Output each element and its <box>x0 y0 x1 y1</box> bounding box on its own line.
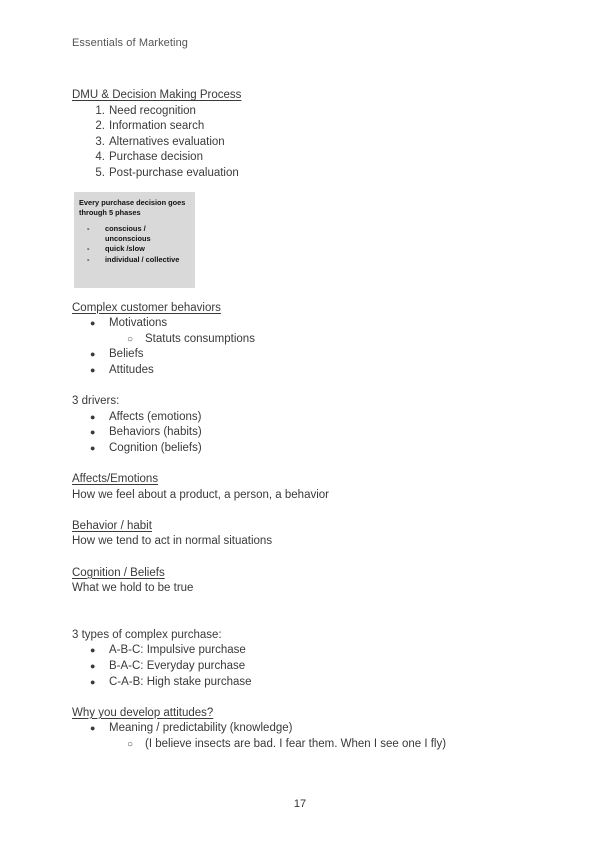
list-item <box>72 150 542 166</box>
list-item-text: (I believe insects are bad. I fear them. When I see one I fly) <box>145 738 447 750</box>
spacer <box>72 457 542 473</box>
bullet-icon: ● <box>90 318 96 329</box>
list-item-text: Motivations <box>109 317 168 330</box>
cognition-heading: Cognition / Beliefs <box>72 566 165 579</box>
callout-box <box>74 192 195 288</box>
circle-bullet-icon: ○ <box>127 333 134 345</box>
bullet-icon: ● <box>90 411 96 422</box>
list-item-text: Attitudes <box>109 363 154 376</box>
list-item-text: Post-purchase evaluation <box>109 166 239 179</box>
affects-text: How we feel about a product, a person, a behavior <box>72 488 329 501</box>
list-number: 1. <box>95 104 105 117</box>
attitudes-heading: Why you develop attitudes? <box>72 706 214 719</box>
cognition-text: What we hold to be true <box>72 582 194 595</box>
spacer <box>72 379 542 395</box>
list-item-text: Beliefs <box>109 348 144 361</box>
spacer <box>72 550 542 566</box>
list-item <box>72 347 542 363</box>
list-number: 4. <box>95 151 105 164</box>
list-item <box>72 659 542 675</box>
callout-item <box>79 255 190 265</box>
dash-bullet: - <box>87 254 90 264</box>
running-header: Essentials of Marketing <box>72 37 189 49</box>
list-item <box>72 643 542 659</box>
complex-behaviors-heading: Complex customer behaviors <box>72 301 221 314</box>
list-item <box>72 316 542 332</box>
complex-behaviors-list <box>72 316 542 378</box>
bullet-icon: ● <box>90 364 96 375</box>
circle-bullet-icon: ○ <box>127 739 134 750</box>
list-item-text: B-A-C: Everyday purchase <box>109 660 246 673</box>
drivers-list <box>72 410 542 457</box>
bullet-icon: ● <box>90 427 96 438</box>
bullet-icon: ● <box>90 661 96 672</box>
list-item-text: Cognition (beliefs) <box>109 441 202 454</box>
list-item <box>72 135 542 151</box>
list-item-text: Meaning / predictability (knowledge) <box>109 722 293 735</box>
drivers-intro: 3 drivers: <box>72 395 120 408</box>
list-item <box>72 166 542 182</box>
list-number: 3. <box>95 135 105 148</box>
callout-list <box>79 224 190 265</box>
behavior-text: How we tend to act in normal situations <box>72 535 273 548</box>
callout-text: Every purchase decision goes through 5 phases <box>79 197 186 217</box>
attitudes-list <box>72 721 542 752</box>
affects-heading: Affects/Emotions <box>72 473 159 486</box>
callout-item-text: quick /slow <box>105 244 145 254</box>
callout-item <box>79 244 190 254</box>
callout-item <box>79 224 190 244</box>
list-item <box>72 441 542 457</box>
list-item-text: Purchase decision <box>109 151 203 164</box>
bullet-icon: ● <box>90 645 96 656</box>
list-item-text: Information search <box>109 120 205 133</box>
list-item <box>72 675 542 691</box>
callout-item-text: individual / collective <box>105 254 180 264</box>
list-item-text: Statuts consumptions <box>145 332 255 345</box>
list-item <box>72 721 542 737</box>
bullet-icon: ● <box>90 442 96 453</box>
list-item-text: A-B-C: Impulsive purchase <box>109 644 246 657</box>
list-item-text: Need recognition <box>109 104 196 117</box>
bullet-icon: ● <box>90 723 96 734</box>
list-number: 2. <box>95 120 105 133</box>
list-item <box>72 363 542 379</box>
list-item <box>72 410 542 426</box>
spacer <box>72 597 542 628</box>
list-item-text: Alternatives evaluation <box>109 135 225 148</box>
spacer <box>72 503 542 519</box>
list-item <box>72 104 542 120</box>
list-item <box>72 119 542 135</box>
list-subitem <box>72 737 542 753</box>
dash-bullet: - <box>87 244 90 254</box>
list-item-text: C-A-B: High stake purchase <box>109 675 252 688</box>
list-item-text: Behaviors (habits) <box>109 426 202 439</box>
bullet-icon: ● <box>90 349 96 360</box>
dmu-heading: DMU & Decision Making Process <box>72 89 242 101</box>
page-content <box>72 88 542 753</box>
dmu-steps-list <box>72 104 542 182</box>
list-item <box>72 425 542 441</box>
callout-item-text: conscious / unconscious <box>105 223 151 244</box>
purchase-types-list <box>72 643 542 690</box>
dash-bullet: - <box>87 223 90 233</box>
bullet-icon: ● <box>90 676 96 687</box>
list-number: 5. <box>95 166 105 179</box>
list-item-text: Affects (emotions) <box>109 410 202 423</box>
behavior-heading: Behavior / habit <box>72 519 152 532</box>
list-subitem <box>72 332 542 348</box>
spacer <box>72 690 542 706</box>
purchase-intro: 3 types of complex purchase: <box>72 628 222 641</box>
page-number: 17 <box>293 798 307 810</box>
